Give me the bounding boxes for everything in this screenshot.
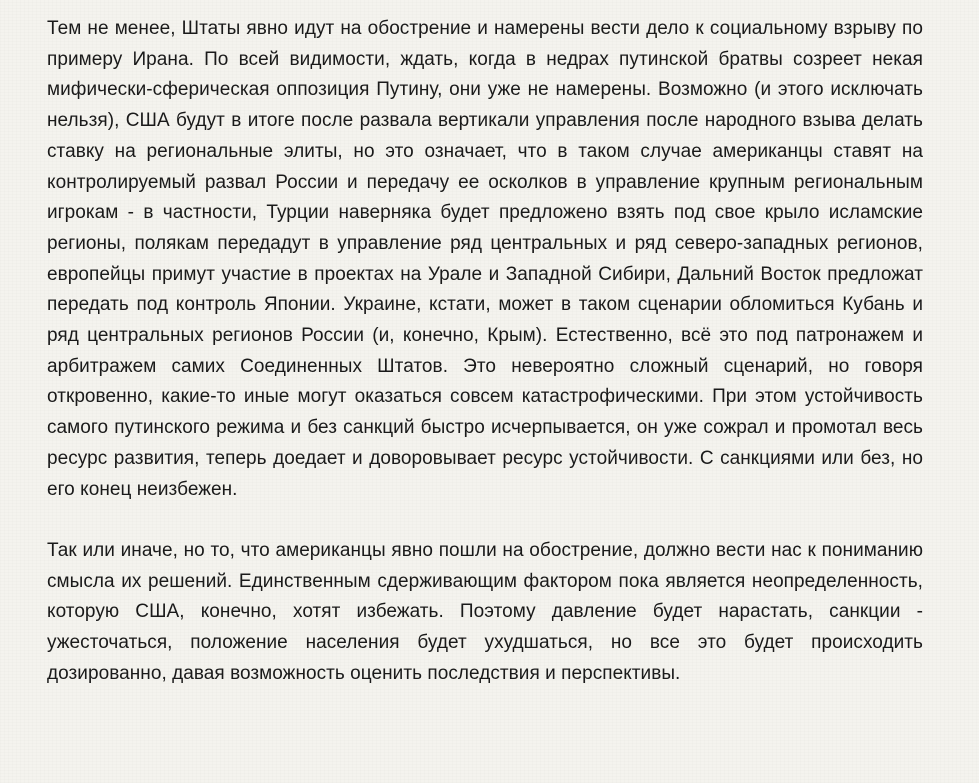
article-paragraph-1: Тем не менее, Штаты явно идут на обострение и намерены вести дело к социальному взрыву по примеру Ирана. По всей видимости, ждать, когда в недрах путинской братвы созреет некая мифически-сферическая оппозиция Путину, они уже не намерены. Возможно (и этого исключать нельзя), США будут в итоге после развала вертикали управления после народного взыва делать ставку на региональные элиты, но это означает, что в таком случае американцы ставят на контролируемый развал России и передачу ее осколков в управление крупным региональным игрокам - в частности, Турции наверняка будет предложено взять под свое крыло исламские регионы, полякам передадут в управление ряд центральных и ряд северо-западных регионов, европейцы примут участие в проектах на Урале и Западной Сибири, Дальний Восток предложат передать под контроль Японии. Украине, кстати, может в таком сценарии обломиться Кубань и ряд центральных регионов России (и, конечно, Крым). Естественно, всё это под патронажем и арбитражем самих Соединенных Штатов. Это невероятно сложный сценарий, но говоря откровенно, какие-то иные могут оказаться совсем катастрофическими. При этом устойчивость самого путинского режима и без санкций быстро исчерпывается, он уже сожрал и промотал весь ресурс развития, теперь доедает и доворовывает ресурс устойчивости. С санкциями или без, но его конец неизбежен. [47,18,923,500]
article-paragraph-2: Так или иначе, но то, что американцы явно пошли на обострение, должно вести нас к пониманию смысла их решений. Единственным сдерживающим фактором пока является неопределенность, которую США, конечно, хотят избежать. Поэтому давление будет нарастать, санкции - ужесточаться, положение населения будет ухудшаться, но все это будет происходить дозированно, давая возможность оценить последствия и перспективы. [47,539,923,684]
article-body [47,14,923,689]
